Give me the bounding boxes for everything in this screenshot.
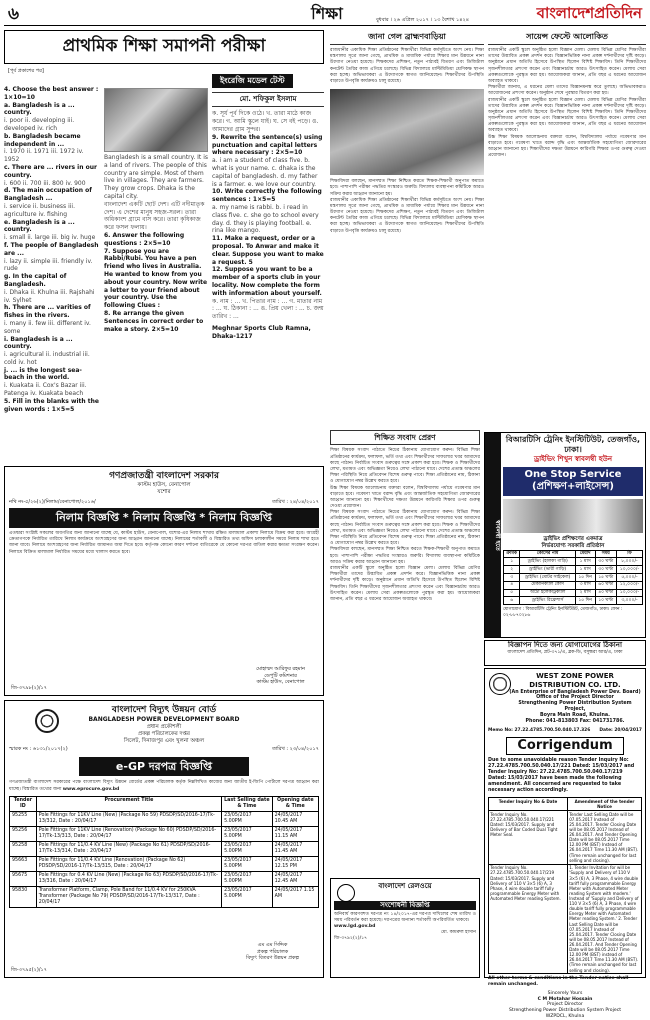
wz-memo-line: [488, 728, 642, 734]
table-cell: ১০ ঘণ্টা: [595, 597, 616, 605]
table-header-cell: Opening date & Time: [272, 796, 318, 811]
column-c-intro: ক. সূর্য পূর্ব দিকে ওঠে। খ. তারা মাঠে কাজ করে। গ. আমি স্কুলে যাই। ঘ. সে বই পড়ে। ঙ. আমাদের গ্রাম সুন্দর।: [212, 110, 319, 134]
brtc-training-ad: [484, 432, 646, 638]
egp-intro: [9, 780, 319, 792]
training-sub-1: ড্রাইভিং প্রশিক্ষণের একমাত্র: [543, 535, 603, 542]
news-body-2d: উচ্চ শিক্ষা বিষয়ক আলোচনায় বক্তারা বলেন, বিশ্ববিদ্যালয় পর্যায়ে গবেষণার মান বাড়াতে হবে। গবেষণা খাতে বরাদ্দ বৃদ্ধি এবং আন্তর্জাতিক সহযোগিতা জোরদারের আহ্বান জানানো হয়। শিক্ষার্থীদের দক্ষতা উন্নয়নে কারিগরি শিক্ষার ওপর গুরুত্ব দেওয়া প্রয়োজন।: [488, 134, 646, 159]
table-cell: ১৫ দিন: [575, 597, 595, 605]
middle-column: [330, 430, 480, 978]
question-line: d. The main occupation of Bangladesh ...: [4, 187, 92, 203]
table-row: [504, 589, 643, 597]
training-note: যোগাযোগ : বিআরটিসি ট্রেনিং ইনস্টিটিউট, তেজগাঁও, ঢাকা। ফোন : ০২-৮৮৭০২৮৬: [503, 607, 623, 618]
table-cell: 23/05/2017 5.00PM: [222, 811, 273, 826]
bpdb-office-2: প্রকল্প পরিচালকের দপ্তর: [138, 730, 190, 737]
table-cell: Pole Fittings for 11KV Line (New) (Package No 59) PDSDP/SD/2016-17/Tk-13/312, Date : 20/04/17: [36, 811, 221, 826]
table-cell: 23/05/2017 5.00PM: [222, 841, 273, 856]
table-cell: 95258: [10, 841, 37, 856]
news-column-2: [488, 30, 646, 428]
table-header-cell: কোর্সের নাম: [520, 550, 575, 558]
news-body-3c: শিক্ষা বিষয়ক সংবাদ পাঠাতে নিচের ঠিকানায় যোগাযোগ করুন। বিভিন্ন শিক্ষা প্রতিষ্ঠানের কার্যক্রম, ফলাফল, ভর্তি তথ্য এবং শিক্ষার্থীদের সাফল্যের খবর আমাদের কাছে পাঠান। নির্বাচিত সংবাদ গুরুত্বের সঙ্গে প্রকাশ করা হবে। শিক্ষক ও শিক্ষার্থীদের লেখা, মতামত এবং অভিজ্ঞতা নিয়েও লেখা পাঠানো যাবে। দেশের প্রত্যন্ত অঞ্চলের শিক্ষা পরিস্থিতি নিয়ে প্রতিবেদন বিশেষ গুরুত্ব পাবে। শিক্ষা প্রতিষ্ঠানের নাম, ঠিকানা ও যোগাযোগ নম্বর উল্লেখ করতে হবে।: [330, 510, 480, 547]
headline-2: সায়েন্স ফেস্টে আলোকিত: [488, 30, 646, 45]
govt-memo-line: [9, 499, 319, 505]
table-cell: Transformer Platform, Clamp, Pole Band for 11/0.4 KV for 250KVA Transformer (Package No 79) PDSDP/SD/2016-17/Tk-13/317, Date : 20/04/17: [36, 886, 221, 907]
training-slogan: ড্রাইভিং শিখুন স্বাবলম্বী হউন: [533, 455, 613, 463]
govt-signature: [256, 666, 305, 685]
exam-column-a: [4, 86, 100, 462]
govt-ref: জি-৩৭৯৮(২)/১৭: [11, 684, 48, 691]
govt-signer: মোহাম্মদ আরিফুর রহমান: [256, 666, 305, 673]
table-row: [10, 856, 319, 871]
question-9: 9. Rewrite the sentence(s) using punctuation and capital letters where necessary : 2×5=10: [212, 133, 323, 157]
table-cell: ১ মাস: [575, 558, 595, 566]
table-cell: 23/05/2017 5.00PM: [222, 826, 273, 841]
question-line: c. There are ... rivers in our country.: [4, 163, 97, 179]
table-cell: ৩০ ঘণ্টা: [595, 558, 616, 566]
egp-title: e-GP দরপত্র বিজ্ঞপ্তি: [79, 757, 249, 777]
option-line: i. service ii. business iii. agriculture iv. fishing: [4, 202, 75, 218]
table-cell: ১০,০০০/-: [616, 566, 642, 574]
exam-banner: প্রাথমিক শিক্ষা সমাপনী পরীক্ষা: [4, 30, 324, 64]
table-cell: ড্রাইভিং (হালকা গাড়ি): [520, 558, 575, 566]
table-cell: 95675: [10, 871, 37, 886]
table-header-cell: Tender Inquiry No & Date: [489, 798, 568, 811]
table-cell: ১: [504, 558, 520, 566]
training-table: [503, 550, 643, 606]
wz-sig-1: Sincerely Yours: [547, 990, 583, 996]
bpdb-bn-name: বাংলাদেশ বিদ্যুৎ উন্নয়ন বোর্ড: [111, 705, 217, 715]
bpdb-ref: জি-৩৭৯৫(২)/১৭: [11, 966, 48, 973]
question-line: j. ... is the longest sea-beach in the world.: [4, 366, 82, 382]
option-line: i. Kuakata ii. Cox's Bazar iii. Patenga iv. Kuakata beach: [4, 382, 87, 398]
headline-3: শিক্ষিত সংবাদ প্রেরণ: [330, 430, 480, 445]
bpdb-memo: স্মারক নং : ৬১৩১/২০১৭(২): [9, 746, 68, 753]
table-header-cell: মেয়াদ: [575, 550, 595, 558]
news-body-2c: রাজধানীর একটি স্কুলে অনুষ্ঠিত হলো বিজ্ঞান মেলা। মেলায় বিভিন্ন শ্রেণির শিক্ষার্থীরা তাদের উদ্ভাবিত প্রকল্প প্রদর্শন করে। বিজ্ঞানভিত্তিক নানা প্রকল্প দর্শনার্থীদের দৃষ্টি কাড়ে। অনুষ্ঠানে প্রধান অতিথি হিসেবে উপস্থিত ছিলেন বিশিষ্ট শিক্ষাবিদ। তিনি শিক্ষার্থীদের সৃজনশীলতার প্রশংসা করেন এবং বিজ্ঞানচর্চায় আরও উৎসাহিত করেন। মেলায় সেরা প্রকল্পগুলোকে পুরস্কৃত করা হয়। আয়োজকরা জানান, প্রতি বছর এ ধরনের আয়োজন অব্যাহত থাকবে।: [488, 97, 646, 134]
govt-signer-title: ডেপুটি কমিশনার: [264, 672, 297, 679]
question-10-body: a. my name is rabbi. b. i read in class five. c. she go to school every day. d. they is playing football. e. rina like mango.: [212, 204, 319, 235]
table-cell: 24/05/2017 1.15 AM: [272, 886, 318, 907]
table-cell: Pole Fittings for 11/0.4 KV Line (Renovation) (Package No 62) PDSDP/SD/2016-17/Tk-13/315, Date : 20/04/17: [36, 856, 221, 871]
table-cell: 24/05/2017 12.15 PM: [272, 856, 318, 871]
news-photo: [330, 89, 484, 175]
training-side-label: স্বাবলম্বী হতে: [485, 433, 501, 637]
table-cell: ড্রাইভিং (মোটর সাইকেল): [520, 573, 575, 581]
headline-1: জানা গেল ব্রাহ্মণবাড়িয়া: [330, 30, 484, 45]
table-cell: 24/05/2017 11.15 AM: [272, 826, 318, 841]
wz-line-5: Phone: 041-813803 Fax: 041731786.: [525, 719, 625, 725]
table-row: [10, 841, 319, 856]
table-row: [10, 871, 319, 886]
exam-column-b: [104, 86, 208, 462]
question-9-body: a. i am a student of class five. b. what is your name. c. dhaka is the capital of bangladesh. d. my father is a farmer. e. we love our country.: [212, 157, 318, 188]
table-cell: ৬০ ঘণ্টা: [595, 581, 616, 589]
table-cell: ৩,০০০/-: [616, 597, 642, 605]
question-10: 10. Write correctly the following sentences : 1×5=5: [212, 188, 322, 204]
egp-url-link[interactable]: www.eprocure.gov.bd: [62, 786, 120, 792]
wz-signature: [488, 991, 642, 1020]
table-cell: ৬: [504, 597, 520, 605]
table-cell: Tender Inquiry No. 27.22.4785.700.50.040.17/219 Dated: 15/03/2017. Supply and Delivery of 110 V 3×5 (6) A, 3 Phase, 4 wire double tariff fully programmable Energy Meter with Automated Meter reading System.: [489, 864, 568, 974]
table-cell: 23/05/2017 5.00PM: [222, 856, 273, 871]
wzpdcl-corrigendum: [484, 668, 646, 1019]
table-cell: ২ মাস: [575, 589, 595, 597]
table-cell: অটো ইলেকট্রিক্যাল: [520, 589, 575, 597]
table-row: [504, 558, 643, 566]
table-row: [489, 864, 642, 974]
option-line: i. poor ii. developing iii. developed iv. rich: [4, 117, 75, 132]
railway-corrigendum-title: সংশোধনী বিজ্ঞপ্তি: [334, 901, 476, 910]
news-body-3d: শিক্ষাবিদরা বলছেন, মানসম্মত শিক্ষা নিশ্চিত করতে শিক্ষক-শিক্ষার্থী অনুপাত কমাতে হবে। পাশাপাশি পরীক্ষা পদ্ধতির সংস্কারও জরুরি। বিদ্যালয় ব্যবস্থাপনা কমিটিকে আরও সক্রিয় করার আহ্বান জানানো হয়।: [330, 547, 480, 565]
training-title: বিআরটিসি ট্রেনিং ইনস্টিটিউট, তেজগাঁও, ঢাকা।: [505, 435, 641, 454]
question-7: 7. Suppose you are Rabbi/Rubi. You have a pen friend who lives in Australia. He wanted to know from you about your country. Now write a letter to your friend about your country. Use the following Clues :: [104, 247, 208, 310]
table-cell: ৫,০০০/-: [616, 573, 642, 581]
teacher-name: মো. শফিকুল ইসলাম: [212, 92, 324, 107]
table-cell: ১ মাস: [575, 566, 595, 574]
one-stop-service: One Stop Service (প্রশিক্ষণ+লাইসেন্স): [503, 467, 643, 496]
table-cell: ২: [504, 566, 520, 574]
news-body-3b: উচ্চ শিক্ষা বিষয়ক আলোচনায় বক্তারা বলেন, বিশ্ববিদ্যালয় পর্যায়ে গবেষণার মান বাড়াতে হবে। গবেষণা খাতে বরাদ্দ বৃদ্ধি এবং আন্তর্জাতিক সহযোগিতা জোরদারের আহ্বান জানানো হয়। শিক্ষার্থীদের দক্ষতা উন্নয়নে কারিগরি শিক্ষার ওপর গুরুত্ব দেওয়া প্রয়োজন।: [330, 485, 480, 510]
bpdb-office-3: সিলেট, দিনাজপুর এবং খুলনা অঞ্চল: [123, 737, 205, 744]
govt-memo-no: নথি নং-৫/২৬(২)/নিলাম/বেনাপোল/২০১৬/: [9, 499, 96, 505]
table-cell: ড্রাইভিং (ভারী গাড়ি): [520, 566, 575, 574]
corrigendum-title: Corrigendum: [506, 737, 624, 755]
news-body-1c: রাজধানীর একাধিক শিক্ষা প্রতিষ্ঠানের শিক্ষার্থীরা বিভিন্ন কর্মসূচিতে অংশ নেয়। শিক্ষা মন্ত্রণালয় সূত্রে জানা গেছে, প্রাথমিক ও মাধ্যমিক পর্যায়ে শিক্ষার মান উন্নয়নে নানা উদ্যোগ নেওয়া হয়েছে। শিক্ষকদের প্রশিক্ষণ, নতুন পাঠ্যবই বিতরণ এবং ডিজিটাল কনটেন্ট তৈরির কাজ এগিয়ে চলেছে। বিভিন্ন বিদ্যালয়ে মাল্টিমিডিয়া শ্রেণিকক্ষ স্থাপন করা হচ্ছে। অভিভাবকরা এ উদ্যোগকে স্বাগত জানিয়েছেন। শিক্ষার্থীদের উপস্থিতি বাড়াতে উপবৃত্তি কার্যক্রমও চালু রয়েছে।: [330, 197, 484, 234]
table-cell: ৩: [504, 573, 520, 581]
govt-title: গণপ্রজাতন্ত্রী বাংলাদেশ সরকার: [109, 471, 219, 481]
corrigendum-foot: All other terms & conditions in the Tender notice shall remain unchanged.: [488, 976, 629, 988]
wz-line-1: (An Enterprise of Bangladesh Power Dev. Board): [509, 689, 641, 695]
table-row: [10, 886, 319, 907]
bpdb-logo-icon: [35, 709, 59, 733]
question-line: 4. Choose the best answer : 1×10=10: [4, 86, 99, 101]
railway-corrigendum: [330, 878, 480, 978]
table-header-cell: Last Selling date & Time: [222, 796, 273, 811]
corrigendum-table: [488, 797, 642, 974]
table-cell: ড্রাইভিং রিফ্রেশার্স: [520, 597, 575, 605]
table-row: [10, 811, 319, 826]
question-8: 8. Re arrange the given Sentences in correct order to make a story. 2×5=10: [104, 309, 204, 333]
table-row: [10, 826, 319, 841]
table-header-cell: ক্রমিক: [504, 550, 520, 558]
news-body-1b: শিক্ষাবিদরা বলছেন, মানসম্মত শিক্ষা নিশ্চিত করতে শিক্ষক-শিক্ষার্থী অনুপাত কমাতে হবে। পাশাপাশি পরীক্ষা পদ্ধতির সংস্কারও জরুরি। বিদ্যালয় ব্যবস্থাপনা কমিটিকে আরও সক্রিয় করার আহ্বান জানানো হয়।: [330, 179, 484, 197]
club-address: Meghnar Sports Club Ramna, Dhaka-1217: [212, 325, 311, 340]
option-line: i. agricultural ii. industrial iii. cold iv. hot: [4, 351, 90, 366]
bpdb-signature: [246, 942, 299, 961]
news-body-2b: শিক্ষার্থীরা জানায়, এ ধরনের মেলা তাদের বিজ্ঞানমনস্ক করে তুলছে। অভিভাবকরাও আয়োজনের প্রশংসা করেন। অনুষ্ঠান শেষে পুরস্কার বিতরণ করা হয়।: [488, 85, 646, 97]
railway-ref: জি-৩৭৯২(২)/১৭: [334, 936, 368, 942]
question-line: 5. Fill in the blanks with the given words : 1×5=5: [4, 397, 99, 413]
bpdb-egp-notice: [4, 700, 324, 978]
table-cell: Tender Last Selling Date will be 07.05.2017 Instead of 25.04.2017. Tender Closing Date will be 08.05.2017 Instead of 26.04.2017. And Tender Opening Date will be 08.05.2017 Time 12.00 PM (BST) Instead of 26.04.2017 Time 11.30 AM (BST). (Time remain unchanged for last selling and closing).: [568, 810, 642, 864]
table-cell: ৪: [504, 581, 520, 589]
bpdb-office-1: প্রধান প্রকৌশলী: [146, 723, 182, 730]
table-cell: 24/05/2017 11.45 AM: [272, 841, 318, 856]
news-body-1: রাজধানীর একাধিক শিক্ষা প্রতিষ্ঠানের শিক্ষার্থীরা বিভিন্ন কর্মসূচিতে অংশ নেয়। শিক্ষা মন্ত্রণালয় সূত্রে জানা গেছে, প্রাথমিক ও মাধ্যমিক পর্যায়ে শিক্ষার মান উন্নয়নে নানা উদ্যোগ নেওয়া হয়েছে। শিক্ষকদের প্রশিক্ষণ, নতুন পাঠ্যবই বিতরণ এবং ডিজিটাল কনটেন্ট তৈরির কাজ এগিয়ে চলেছে। বিভিন্ন বিদ্যালয়ে মাল্টিমিডিয়া শ্রেণিকক্ষ স্থাপন করা হচ্ছে। অভিভাবকরা এ উদ্যোগকে স্বাগত জানিয়েছেন। শিক্ষার্থীদের উপস্থিতি বাড়াতে উপবৃত্তি কার্যক্রমও চালু রয়েছে।: [330, 48, 484, 84]
question-line: i. Bangladesh is a ... country.: [4, 335, 73, 351]
bpdb-signer-office: বিদ্যুৎ বিতরণ উন্নয়ন প্রকল্প: [246, 954, 299, 961]
continued-label: [পূর্ব প্রকাশের পর]: [8, 68, 44, 74]
wz-sig-5: WZPDCL, Khulna: [545, 1013, 585, 1019]
table-header-cell: Procurement Title: [36, 796, 221, 811]
table-cell: Pole Fittings for 11KV Line (Renovation) (Package No 60) PDSDP/SD/2016-17/Tk-13/313, Date : 20/04/17: [36, 826, 221, 841]
table-cell: 95255: [10, 811, 37, 826]
wz-line-2: Office of the Project Director: [536, 695, 614, 701]
table-cell: ১০,০০০/-: [616, 589, 642, 597]
vehicles-image: [503, 499, 643, 533]
railway-web-link[interactable]: www.lgd.gov.bd: [334, 923, 376, 929]
railway-corrigendum-body: অনিবার্য কারণবশত দরপত্র নং ১৪/২০১৭-এর দরপত্র দাখিলের শেষ তারিখ ও সময় পরিবর্তন করা হয়েছে। দরপত্রের অন্যান্য শর্তাবলী অপরিবর্তিত থাকবে।: [334, 911, 476, 923]
page-number: ৬: [8, 4, 20, 24]
table-row: [504, 573, 643, 581]
table-header-cell: সময়: [595, 550, 616, 558]
question-12-body: ক. নাম : ... খ. পিতার নাম : ... গ. মাতার নাম : ... ঘ. ঠিকানা : ... ঙ. প্রিয় খেলা : ... চ. জন্ম তারিখ : ...: [212, 297, 324, 321]
table-cell: 1. Tender Invitation for will be 'Supply and Delivery of 110 V 3×5 (6) A, 3 Phase, 4 wire double tariff fully programmable Energy Meter with Automated Meter reading System with modem.' Instead of 'Supply and Delivery of 110 V 3×5 (6) A, 3 Phase, 4 wire double tariff fully programmable Energy Meter with Automated Meter reading System.' 2. Tender Last Selling Date will be 07.05.2017 Instead of 25.04.2017. Tender Closing Date will be 08.05.2017 Instead of 26.04.2017. And Tender Opening Date will be 08.05.2017 Time 12.00 PM (BST) instead of 26.04.2017 Time 11.30 AM (BST). (Time remain unchanged for last selling and closing).: [568, 864, 642, 974]
question-line: b. Bangladesh became independent in ...: [4, 132, 81, 148]
wz-memo-date: Date: 20/04/2017: [599, 728, 642, 734]
training-sub-2: নির্ভরযোগ্য সরকারি প্রতিষ্ঠান: [541, 542, 605, 549]
question-line: e. Bangladesh is a ... country.: [4, 218, 75, 234]
railway-logo-icon: [337, 884, 355, 902]
table-cell: ৫: [504, 589, 520, 597]
model-test-label: ইংরেজি মডেল টেস্ট: [212, 74, 293, 88]
egp-intro-text: গণপ্রজাতন্ত্রী বাংলাদেশ সরকারের পক্ষে বাংলাদেশ বিদ্যুৎ উন্নয়ন বোর্ডের প্রকল্প পরিচালক কর্তৃক নিম্নলিখিত কাজের জন্য জাতীয় ই-জিপি পোর্টালে দরপত্র আহ্বান করা যাচ্ছে। বিস্তারিত তথ্যের জন্য: [9, 780, 319, 792]
egp-table: [9, 796, 319, 908]
table-row: [504, 597, 643, 605]
question-line: a. Bangladesh is a ... country.: [4, 101, 75, 117]
auction-body: এতদ্বারা সংশ্লিষ্ট সকলের অবগতির জন্য জানানো যাচ্ছে যে, কাস্টম হাউস, বেনাপোল, যশোর-এর নিলাম শাখায় রক্ষিত মালামাল প্রকাশ্য নিলামে বিক্রয় করা হবে। আগ্রহী ক্রেতাগণকে নির্ধারিত তারিখে নিলাম কার্যক্রমে অংশগ্রহণের জন্য আহ্বান জানানো যাচ্ছে। নিলামের শর্তাবলী ও বিস্তারিত তথ্য অফিস চলাকালীন সময়ে নিলাম শাখা হতে জানা যাবে। নিলামে অংশগ্রহণের জন্য নির্ধারিত জামানত জমা দিতে হবে। কর্তৃপক্ষ কোনো কারণ দর্শানো ব্যতিরেকে যে কোনো দরপত্র বাতিল করার ক্ষমতা সংরক্ষণ করেন। নিলামে বিক্রিত মালামাল নির্ধারিত সময়ের মধ্যে খালাস করতে হবে।: [9, 531, 319, 555]
table-cell: ৪০ ঘণ্টা: [595, 589, 616, 597]
table-cell: ১৫ ঘণ্টা: [595, 573, 616, 581]
table-cell: Tender Inquiry No. 27.22.4785.700.50.040.17/221 Dated: 15/03/2017. Supply and Delivery of Bar Coded Dual Tight Meter Seal.: [489, 810, 568, 864]
news-body-2: রাজধানীর একটি স্কুলে অনুষ্ঠিত হলো বিজ্ঞান মেলা। মেলায় বিভিন্ন শ্রেণির শিক্ষার্থীরা তাদের উদ্ভাবিত প্রকল্প প্রদর্শন করে। বিজ্ঞানভিত্তিক নানা প্রকল্প দর্শনার্থীদের দৃষ্টি কাড়ে। অনুষ্ঠানে প্রধান অতিথি হিসেবে উপস্থিত ছিলেন বিশিষ্ট শিক্ষাবিদ। তিনি শিক্ষার্থীদের সৃজনশীলতার প্রশংসা করেন এবং বিজ্ঞানচর্চায় আরও উৎসাহিত করেন। মেলায় সেরা প্রকল্পগুলোকে পুরস্কৃত করা হয়। আয়োজকরা জানান, প্রতি বছর এ ধরনের আয়োজন অব্যাহত থাকবে।: [488, 48, 646, 84]
railway-org: বাংলাদেশ রেলওয়ে: [378, 882, 432, 890]
column-b-intro: Bangladesh is a small country. It is a land of rivers. The people of this country are simple. Most of them live in villages. They are farmers. They grow crops. Dhaka is the capital city.: [104, 154, 208, 200]
table-row: [489, 810, 642, 864]
question-line: g. In the capital of Bangladesh.: [4, 273, 67, 288]
table-header-cell: Amendment of the tender Notice: [568, 798, 642, 811]
column-b-filler: বাংলাদেশ একটি ছোট দেশ। এটি নদীমাতৃক দেশ। এ দেশের মানুষ সহজ-সরল। তারা অধিকাংশ গ্রামে বাস করে। তারা কৃষিকাজ করে ফসল ফলায়।: [104, 200, 205, 232]
table-cell: ৩০ ঘণ্টা: [595, 566, 616, 574]
ad-title: বিজ্ঞাপন দিতে জন্য যোগাযোগের ঠিকানা: [507, 641, 623, 649]
table-header-cell: ফি: [616, 550, 642, 558]
option-line: i. 600 ii. 700 iii. 800 iv. 900: [4, 179, 86, 187]
question-line: h. There are ... varities of fishes in the rivers.: [4, 304, 91, 320]
ad-line: বাংলাদেশ প্রতিদিন, প্লট-৩৭১/এ, ব্লক-ডি, বসুন্ধরা আর/এ, ঢাকা: [507, 649, 623, 655]
govt-district: যশোর: [157, 489, 171, 496]
ad-contact-box: [484, 640, 646, 666]
bpdb-memo-date: তারিখ : ২৩/০৪/২০১৭: [272, 746, 319, 753]
news-body-3e: রাজধানীর একটি স্কুলে অনুষ্ঠিত হলো বিজ্ঞান মেলা। মেলায় বিভিন্ন শ্রেণির শিক্ষার্থীরা তাদের উদ্ভাবিত প্রকল্প প্রদর্শন করে। বিজ্ঞানভিত্তিক নানা প্রকল্প দর্শনার্থীদের দৃষ্টি কাড়ে। অনুষ্ঠানে প্রধান অতিথি হিসেবে উপস্থিত ছিলেন বিশিষ্ট শিক্ষাবিদ। তিনি শিক্ষার্থীদের সৃজনশীলতার প্রশংসা করেন এবং বিজ্ঞানচর্চায় আরও উৎসাহিত করেন। মেলায় সেরা প্রকল্পগুলোকে পুরস্কৃত করা হয়। আয়োজকরা জানান, প্রতি বছর এ ধরনের আয়োজন অব্যাহত থাকবে।: [330, 565, 480, 602]
option-line: i. small ii. large iii. big iv. huge: [4, 234, 96, 242]
govt-signer-office: কাস্টম হাউস, বেনাপোল: [256, 678, 305, 685]
question-12: 12. Suppose you want to be a member of a sports club in your locality. Now complete the form with information about yourself.: [212, 266, 322, 297]
table-cell: 95663: [10, 856, 37, 871]
section-title: শিক্ষা: [311, 4, 343, 23]
news-body-3: শিক্ষা বিষয়ক সংবাদ পাঠাতে নিচের ঠিকানায় যোগাযোগ করুন। বিভিন্ন শিক্ষা প্রতিষ্ঠানের কার্যক্রম, ফলাফল, ভর্তি তথ্য এবং শিক্ষার্থীদের সাফল্যের খবর আমাদের কাছে পাঠান। নির্বাচিত সংবাদ গুরুত্বের সঙ্গে প্রকাশ করা হবে। শিক্ষক ও শিক্ষার্থীদের লেখা, মতামত এবং অভিজ্ঞতা নিয়েও লেখা পাঠানো যাবে। দেশের প্রত্যন্ত অঞ্চলের শিক্ষা পরিস্থিতি নিয়ে প্রতিবেদন বিশেষ গুরুত্ব পাবে। শিক্ষা প্রতিষ্ঠানের নাম, ঠিকানা ও যোগাযোগ নম্বর উল্লেখ করতে হবে।: [330, 448, 480, 485]
option-line: i. 1970 ii. 1971 iii. 1972 iv. 1952: [4, 148, 84, 164]
option-line: i. Dhaka ii. Khulna iii. Rajshahi iv. Sylhet: [4, 288, 95, 304]
table-cell: 23/05/2017 5.00PM: [222, 871, 273, 886]
question-line: f. The people of Bangladesh are ...: [4, 241, 99, 257]
masthead: [4, 4, 646, 26]
table-cell: Pole Fittings for 0.4 KV Line (New) (Package No 63) PDSDP/SD/2016-17/Tk-13/316, Date : 20/04/17: [36, 871, 221, 886]
table-row: [504, 581, 643, 589]
table-cell: ৮,০০০/-: [616, 558, 642, 566]
table-cell: 24/05/2017 10.45 AM: [272, 811, 318, 826]
option-line: i. lazy ii. simple iii. friendly iv. rude: [4, 257, 93, 273]
table-cell: 95256: [10, 826, 37, 841]
table-row: [504, 566, 643, 574]
wz-sig-4: Strengthening Power Distribution System Project: [508, 1008, 622, 1014]
wz-name: WEST ZONE POWER DISTRIBUTION CO. LTD.: [529, 672, 621, 689]
wz-memo-no: Memo No: 27.22.4785.700.50.040.17.326: [488, 728, 591, 734]
table-header-cell: Tender ID: [10, 796, 37, 811]
table-cell: 24/05/2017 12.45 AM: [272, 871, 318, 886]
students-photo: [104, 88, 208, 152]
paper-name: বাংলাদেশপ্রতিদিন: [536, 4, 642, 22]
table-cell: ১২,০০০/-: [616, 581, 642, 589]
bpdb-signer: এম এম সিদ্দিক: [257, 942, 288, 949]
issue-date: বুধবার । ২৬ এপ্রিল ২০১৭ । ১৩ বৈশাখ ১৪২৪: [376, 17, 470, 23]
exam-column-c: [212, 74, 324, 462]
table-cell: 95830: [10, 886, 37, 907]
govt-office: কাস্টম হাউস, বেনাপোল: [137, 482, 191, 489]
table-cell: 23/05/2017 5.00PM: [222, 886, 273, 907]
railway-signer: মো. কামরুল হাসান: [440, 930, 476, 936]
exam-section: [4, 30, 324, 462]
wz-sig-2: C M Motahar Hossain: [537, 996, 593, 1002]
corrigendum-intro: Due to some unavoidable reason Tender Inquiry No: 27.22.4785.700.50.040.17/221 Dated: 15/03/2017 and Tender Inquiry No: 27.22.4785.700.50.040.17/219 Dated: 15/03/2017 have been made the following amendment. All concerned are requested to take necessary action accordingly.: [488, 758, 635, 794]
table-cell: মেকানিক্যাল কোর্স: [520, 581, 575, 589]
auction-title: নিলাম বিজ্ঞপ্তি * নিলাম বিজ্ঞপ্তি * নিলাম বিজ্ঞপ্তি: [9, 508, 319, 528]
govt-auction-notice: [4, 466, 324, 696]
bpdb-memo-line: [9, 746, 319, 752]
table-cell: Pole Fittings for 11/0.4 KV Line (New) (Package No 61) PDSDP/SD/2016-17/Tk-13/314, Date : 20/04/17: [36, 841, 221, 856]
wz-line-3: Strengthening Power Distribution System Project,: [518, 701, 632, 713]
question-6: 6. Answer the following questions : 2×5=10: [104, 231, 185, 247]
wz-sig-3: Project Director: [547, 1002, 583, 1008]
bpdb-en-name: BANGLADESH POWER DEVELOPMENT BOARD: [88, 716, 240, 724]
wz-line-4: Boyra Main Road, Khulna.: [540, 713, 610, 719]
wzpdcl-logo-icon: [489, 673, 511, 695]
training-content: [503, 435, 643, 618]
bpdb-signer-title: প্রকল্প পরিচালক: [256, 948, 289, 955]
news-column-1: [330, 30, 484, 428]
table-cell: ১৫ দিন: [575, 573, 595, 581]
option-line: i. many ii. few iii. different iv. some: [4, 319, 91, 335]
table-cell: ৩ মাস: [575, 581, 595, 589]
question-11: 11. Make a request, order or a proposal. To Anwar and make it clear. Suppose you want to make a request. 5: [212, 235, 324, 266]
govt-memo-date: তারিখ : ২৪/০৪/২০১৭: [272, 499, 319, 505]
